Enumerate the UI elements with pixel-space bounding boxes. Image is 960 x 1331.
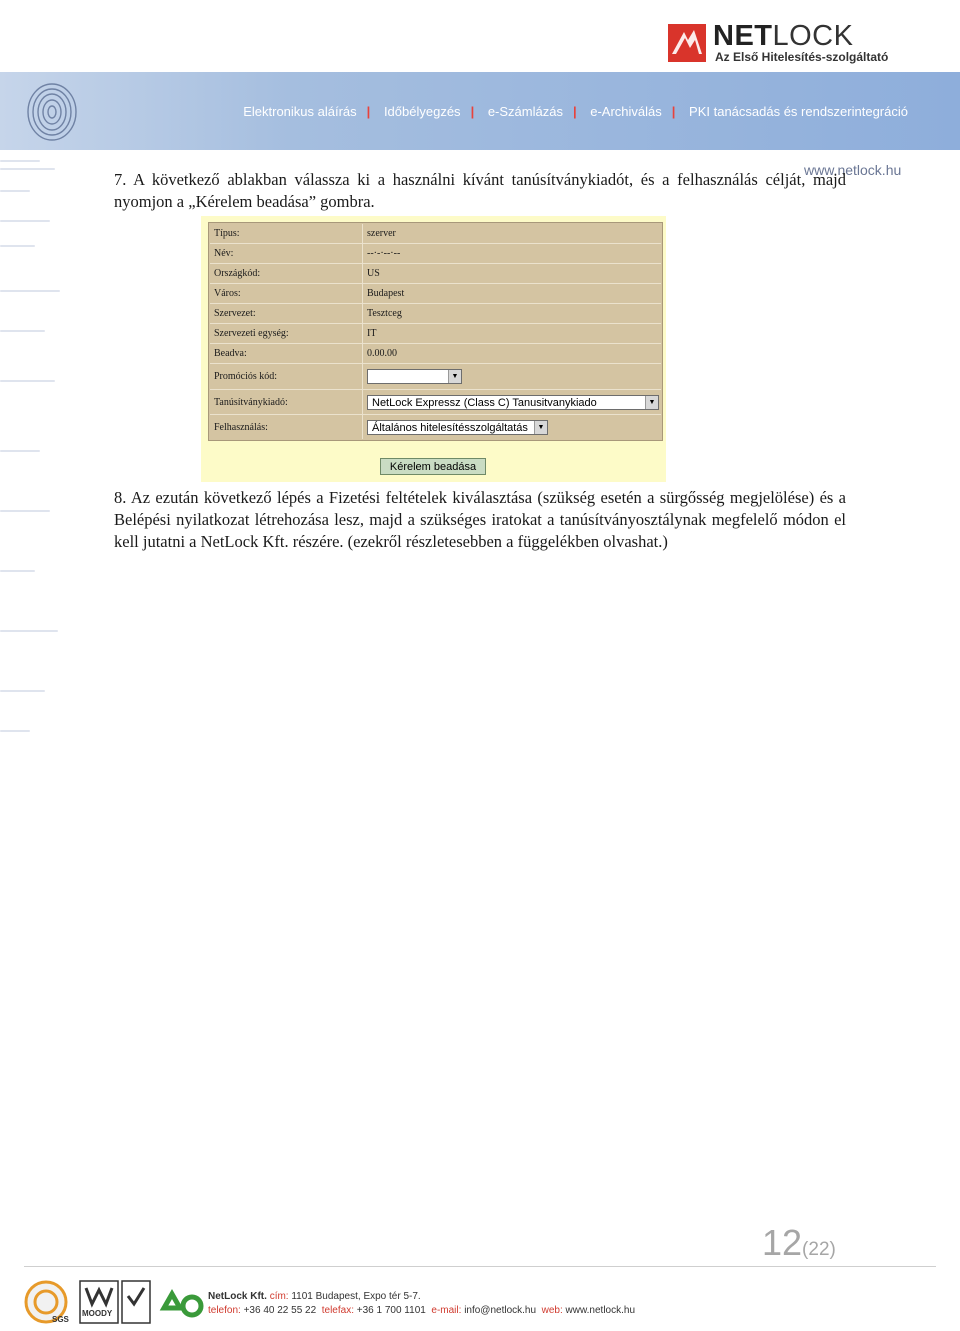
form-row — [210, 324, 661, 344]
netlock-logo-icon — [668, 24, 706, 62]
moody-badge-icon — [80, 1281, 118, 1323]
form-row-usage — [210, 415, 661, 439]
issuer-select[interactable]: NetLock Expressz (Class C) Tanusitvanykiado ▼ — [367, 395, 659, 410]
form-row — [210, 284, 661, 304]
sgs-badge-icon — [26, 1282, 70, 1324]
promo-code-select[interactable] — [367, 369, 462, 384]
header-url[interactable]: www.netlock.hu — [804, 162, 902, 178]
form-label: Név: — [210, 244, 363, 263]
logo-tagline: Az Első Hitelesítés-szolgáltató — [715, 50, 889, 64]
nav-item-időbélyegzés[interactable]: Időbélyegzés — [383, 104, 461, 119]
form-label: Beadva: — [210, 344, 363, 363]
fingerprint-icon — [20, 78, 80, 144]
form-label: Szervezeti egység: — [210, 324, 363, 343]
header-banner — [0, 72, 960, 150]
form-value: IT — [367, 328, 377, 339]
form-value: Budapest — [367, 288, 405, 299]
nav-item-pki[interactable]: PKI tanácsadás és rendszerintegráció — [689, 104, 908, 119]
submit-request-button[interactable]: Kérelem beadása — [380, 458, 486, 475]
nav-item-aláírás[interactable]: Elektronikus aláírás — [243, 104, 357, 119]
form-row — [210, 304, 661, 324]
form-value: 0.00.00 — [367, 348, 397, 359]
sgs-label: SGS — [52, 1315, 69, 1324]
form-row — [210, 264, 661, 284]
form-row — [210, 344, 661, 364]
decorative-lines — [0, 150, 70, 750]
form-label: Országkód: — [210, 264, 363, 283]
usage-label: Felhasználás: — [210, 415, 363, 439]
issuer-label: Tanúsítványkiadó: — [210, 390, 363, 414]
chevron-down-icon: ▼ — [534, 421, 547, 434]
recycle-icon — [164, 1294, 201, 1315]
promo-code-label: Promóciós kód: — [210, 364, 363, 389]
step-8-text: 8. Az ezután következő lépés a Fizetési feltételek kiválasztása (szükség esetén a sürgősség megjelölése) és a Belépési nyilatkozat létrehozása lesz, majd a szükséges iratokat a tanúsítványosztálynak megfelelő módon el kell jutatni a NetLock Kft. részére. (ezekről részletesebben a függelékben olvashat.) — [114, 488, 846, 551]
request-form — [208, 222, 663, 441]
chevron-down-icon: ▼ — [645, 396, 658, 409]
moody-label: MOODY — [82, 1309, 113, 1318]
form-row-issuer — [210, 390, 661, 415]
form-value: US — [367, 268, 380, 279]
step-7-text: 7. A következő ablakban válassza ki a használni kívánt tanúsítványkiadót, és a felhasználás célját, majd nyomjon a „Kérelem beadása” gombra. — [114, 170, 846, 211]
form-value: Tesztceg — [367, 308, 402, 319]
form-row — [210, 244, 661, 264]
footer-address: NetLock Kft. cím: 1101 Budapest, Expo tér 5-7. — [208, 1291, 421, 1302]
usage-select[interactable]: Általános hitelesítésszolgáltatás ▼ — [367, 420, 548, 435]
certification-logos — [24, 1278, 204, 1326]
form-row — [210, 224, 661, 244]
header-nav: Elektronikus aláírás | Időbélyegzés | e-Számlázás | e-Archiválás | PKI tanácsadás és rendszerintegráció — [243, 104, 908, 119]
form-value: szerver — [367, 228, 396, 239]
logo-wordmark: NETLOCK — [713, 20, 854, 52]
form-label: Típus: — [210, 224, 363, 243]
footer-contacts: telefon: +36 40 22 55 22 telefax: +36 1 700 1101 e-mail: info@netlock.hu web: www.netlock.hu — [208, 1305, 636, 1316]
ukas-badge-icon — [122, 1281, 150, 1323]
form-label: Város: — [210, 284, 363, 303]
nav-item-számlázás[interactable]: e-Számlázás — [487, 104, 563, 119]
form-row-promo — [210, 364, 661, 390]
form-value: --·-·--·-- — [367, 248, 401, 259]
form-label: Szervezet: — [210, 304, 363, 323]
form-screenshot — [201, 216, 666, 482]
chevron-down-icon: ▼ — [448, 370, 461, 383]
nav-item-archiválás[interactable]: e-Archiválás — [590, 104, 662, 119]
netlock-logo — [668, 22, 913, 70]
page-number: 12(22) — [762, 1222, 836, 1263]
footer-divider — [24, 1266, 936, 1267]
